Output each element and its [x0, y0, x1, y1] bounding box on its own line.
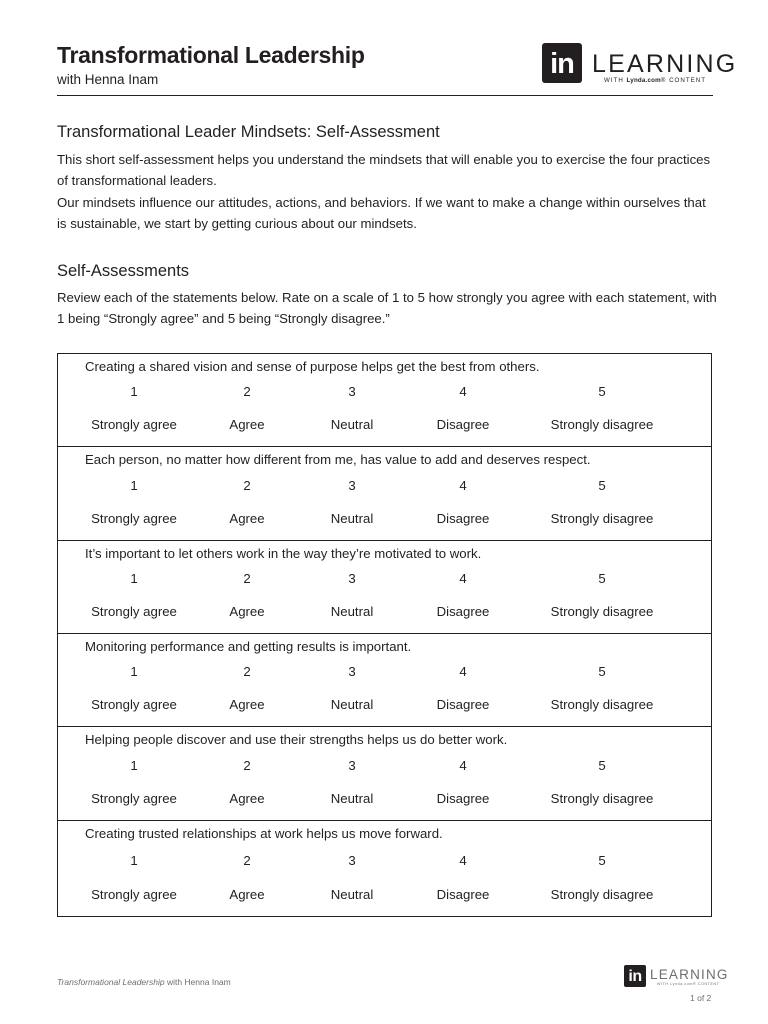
rating-label-4: Disagree — [436, 417, 490, 432]
footer-linkedin-logo-text: in — [628, 968, 642, 985]
rating-4-option[interactable]: 4 — [459, 478, 467, 493]
rating-3-option[interactable]: 3 — [348, 384, 356, 399]
rating-1-option[interactable]: 1 — [130, 571, 138, 586]
rating-1-option[interactable]: 1 — [130, 853, 138, 868]
rating-label-4: Disagree — [436, 604, 490, 619]
rating-label-3: Neutral — [330, 887, 374, 902]
rating-4-option[interactable]: 4 — [459, 853, 467, 868]
statement-2: Each person, no matter how different from me, has value to add and deserves respect. — [85, 452, 591, 467]
rating-label-1: Strongly agree — [91, 604, 177, 619]
rating-label-1: Strongly agree — [91, 791, 177, 806]
rating-1-option[interactable]: 1 — [130, 478, 138, 493]
rating-3-option[interactable]: 3 — [348, 478, 356, 493]
rating-5-option[interactable]: 5 — [598, 664, 606, 679]
rating-5-option[interactable]: 5 — [598, 384, 606, 399]
rating-label-3: Neutral — [330, 511, 374, 526]
intro-paragraph-1: This short self-assessment helps you understand the mindsets that will enable you to exercise the four practices of transformational leaders. — [57, 152, 711, 188]
footer-learning-wordmark: LEARNING — [650, 967, 729, 982]
assessments-instructions: Review each of the statements below. Rate on a scale of 1 to 5 how strongly you agree with each statement, with 1 being “Strongly agree” and 5 being “Strongly disagree.” — [57, 290, 717, 326]
statement-4: Monitoring performance and getting results is important. — [85, 639, 412, 654]
row-divider — [57, 540, 712, 541]
rating-label-3: Neutral — [330, 604, 374, 619]
rating-4-option[interactable]: 4 — [459, 758, 467, 773]
rating-label-4: Disagree — [436, 791, 490, 806]
rating-label-4: Disagree — [436, 887, 490, 902]
row-divider — [57, 446, 712, 447]
rating-2-option[interactable]: 2 — [243, 384, 251, 399]
row-divider — [57, 820, 712, 821]
rating-1-option[interactable]: 1 — [130, 384, 138, 399]
rating-label-1: Strongly agree — [91, 887, 177, 902]
rating-label-1: Strongly agree — [91, 511, 177, 526]
statement-6: Creating trusted relationships at work helps us move forward. — [85, 826, 443, 841]
rating-4-option[interactable]: 4 — [459, 664, 467, 679]
rating-label-5: Strongly disagree — [550, 791, 654, 806]
rating-1-option[interactable]: 1 — [130, 664, 138, 679]
rating-3-option[interactable]: 3 — [348, 571, 356, 586]
rating-label-2: Agree — [229, 511, 265, 526]
rating-label-5: Strongly disagree — [550, 887, 654, 902]
rating-3-option[interactable]: 3 — [348, 853, 356, 868]
rating-label-2: Agree — [229, 417, 265, 432]
rating-3-option[interactable]: 3 — [348, 758, 356, 773]
rating-label-5: Strongly disagree — [550, 511, 654, 526]
rating-2-option[interactable]: 2 — [243, 853, 251, 868]
rating-label-2: Agree — [229, 604, 265, 619]
rating-label-4: Disagree — [436, 697, 490, 712]
rating-label-4: Disagree — [436, 511, 490, 526]
rating-5-option[interactable]: 5 — [598, 758, 606, 773]
statement-1: Creating a shared vision and sense of purpose helps get the best from others. — [85, 359, 540, 374]
row-divider — [57, 633, 712, 634]
footer-lynda-tagline: WITH Lynda.com® CONTENT — [657, 982, 720, 986]
rating-label-2: Agree — [229, 887, 265, 902]
rating-5-option[interactable]: 5 — [598, 571, 606, 586]
rating-label-2: Agree — [229, 697, 265, 712]
assessments-heading: Self-Assessments — [57, 262, 190, 280]
rating-label-2: Agree — [229, 791, 265, 806]
rating-label-3: Neutral — [330, 697, 374, 712]
rating-1-option[interactable]: 1 — [130, 758, 138, 773]
rating-2-option[interactable]: 2 — [243, 571, 251, 586]
rating-label-1: Strongly agree — [91, 417, 177, 432]
page-number: 1 of 2 — [690, 993, 712, 1003]
rating-label-5: Strongly disagree — [550, 604, 654, 619]
rating-3-option[interactable]: 3 — [348, 664, 356, 679]
statement-3: It’s important to let others work in the way they’re motivated to work. — [85, 546, 482, 561]
document-subtitle: with Henna Inam — [57, 72, 159, 87]
rating-4-option[interactable]: 4 — [459, 571, 467, 586]
document-title: Transformational Leadership — [57, 42, 365, 68]
lynda-tagline: WITH Lynda.com® CONTENT — [604, 77, 706, 84]
intro-paragraph-2: Our mindsets influence our attitudes, actions, and behaviors. If we want to make a change within ourselves that is sustainable, we start by getting curious about our mindsets. — [57, 195, 706, 231]
rating-2-option[interactable]: 2 — [243, 664, 251, 679]
rating-label-3: Neutral — [330, 417, 374, 432]
footer-course-credit: Transformational Leadership with Henna Inam — [57, 977, 231, 987]
linkedin-logo-text: in — [550, 48, 574, 80]
rating-5-option[interactable]: 5 — [598, 478, 606, 493]
row-divider — [57, 726, 712, 727]
rating-label-1: Strongly agree — [91, 697, 177, 712]
rating-label-5: Strongly disagree — [550, 417, 654, 432]
rating-5-option[interactable]: 5 — [598, 853, 606, 868]
intro-heading: Transformational Leader Mindsets: Self-Assessment — [57, 123, 440, 141]
rating-2-option[interactable]: 2 — [243, 758, 251, 773]
learning-wordmark: LEARNING — [592, 50, 738, 78]
rating-4-option[interactable]: 4 — [459, 384, 467, 399]
rating-2-option[interactable]: 2 — [243, 478, 251, 493]
rating-label-5: Strongly disagree — [550, 697, 654, 712]
statement-5: Helping people discover and use their strengths helps us do better work. — [85, 732, 508, 747]
rating-label-3: Neutral — [330, 791, 374, 806]
header-divider — [57, 95, 713, 96]
